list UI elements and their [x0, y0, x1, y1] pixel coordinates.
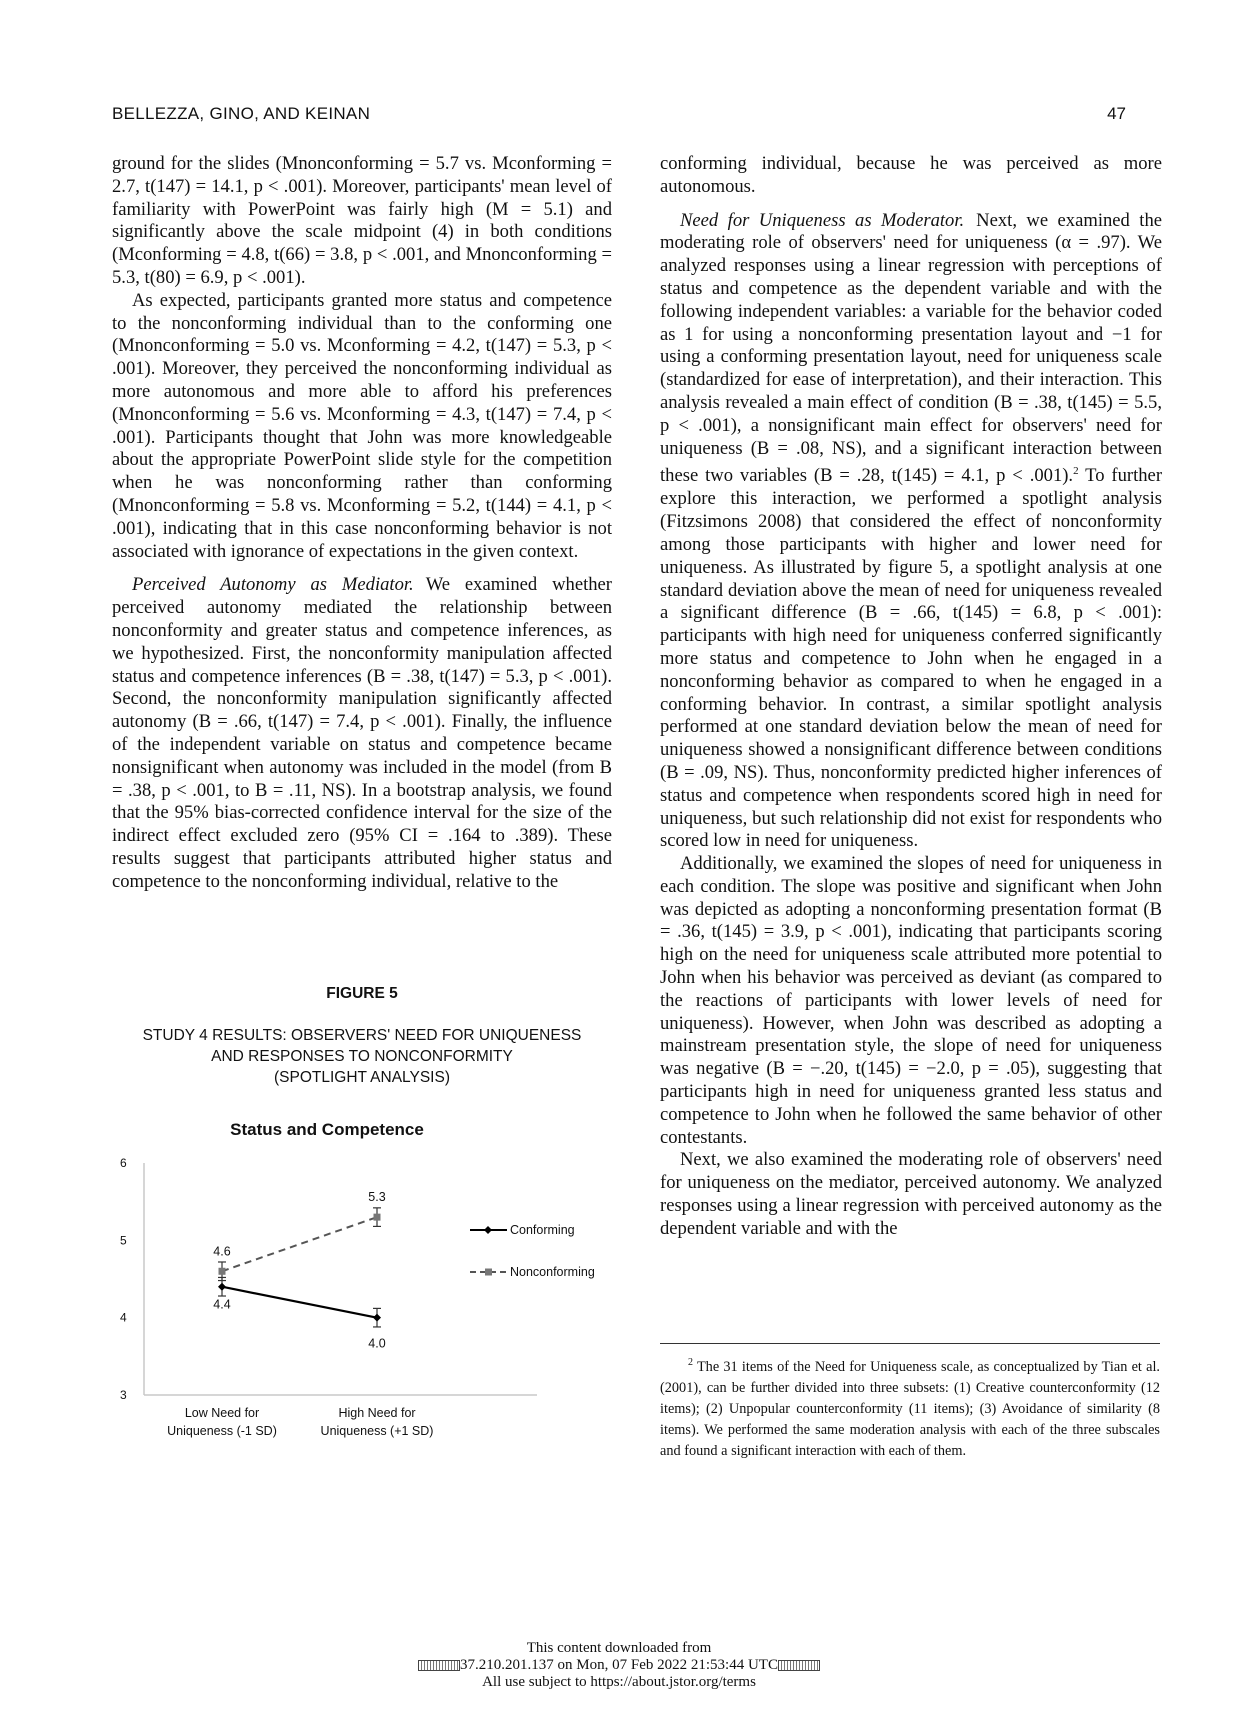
- paragraph-autonomy-mediator: [112, 574, 612, 893]
- legend-marker: [484, 1226, 492, 1234]
- x-category-label: High Need for: [338, 1406, 416, 1420]
- footer-line: This content downloaded from: [526, 1640, 712, 1656]
- data-label: 4.4: [213, 1297, 231, 1312]
- footer-line: [0, 1657, 1238, 1674]
- figure-5-chart: [112, 1115, 612, 1445]
- legend-label: Nonconforming: [510, 1265, 595, 1279]
- footnote-ref[interactable]: 2: [1073, 465, 1079, 478]
- data-label: 5.3: [368, 1190, 386, 1205]
- caption-line: AND RESPONSES TO NONCONFORMITY: [211, 1048, 513, 1065]
- page-number: 47: [1107, 104, 1126, 123]
- paragraph: Additionally, we examined the slopes of need for uniqueness in each condition. The slope was positive and significant when John was depicted as adopting a nonconforming presentation format (B = .36, t(145) = 3.9, p < .001), indicating that participants scoring high on the need for uniqueness scale attributed more potential to John when his behavior was perceived as deviant (as compared to the reactions of participants with lower levels of need for uniqueness). However, when John was described as adopting a mainstream presentation style, the slope of need for uniqueness was negative (B = −.20, t(145) = −2.0, p = .05), suggesting that participants high in need for uniqueness granted less status and competence to John when he followed the same behavior of other contestants.: [660, 853, 1162, 1148]
- footer-terms[interactable]: All use subject to https://about.jstor.org/terms: [482, 1674, 756, 1690]
- right-column: [660, 153, 1162, 1241]
- series-line-nonconforming: [222, 1217, 377, 1271]
- footer-ip-timestamp: 37.210.201.137 on Mon, 07 Feb 2022 21:53:44 UTC: [460, 1657, 778, 1673]
- paragraph: Next, we also examined the moderating role of observers' need for uniqueness on the mediator, perceived autonomy. We analyzed responses using a linear regression with perceived autonomy as the dependent variable and with the: [660, 1149, 1162, 1239]
- redacted-box: [418, 1660, 460, 1671]
- paragraph: ground for the slides (Mnonconforming = 5.7 vs. Mconforming = 2.7, t(147) = 14.1, p < .001). Moreover, participants' mean level of familiarity with PowerPoint was fairly high (M = 5.1) and significantly above the scale midpoint (4) in both conditions (Mconforming = 4.8, t(66) = 3.8, p < .001, and Mnonconforming = 5.3, t(80) = 6.9, p < .001).: [112, 153, 612, 288]
- x-category-label: Uniqueness (-1 SD): [167, 1424, 277, 1438]
- section-heading: Need for Uniqueness as Moderator.: [680, 209, 965, 231]
- paragraph-text: Next, we examined the moderating role of observers' need for uniqueness (α = .97). We analyzed responses using a linear regression with perceptions of status and competence as the dependent variable and with the following independent variables: a variable for the behavior coded as 1 for using a nonconforming presentation layout and −1 for using a conforming presentation layout, need for uniqueness scale (standardized for ease of interpretation), and their interaction. This analysis revealed a main effect of condition (B = .38, t(145) = 5.5, p < .001), a nonsignificant main effect for observers' need for uniqueness (B = .08, NS), and a significant interaction between these two variables (B = .28, t(145) = 4.1, p < .001).: [660, 209, 1162, 487]
- y-tick-label: 5: [120, 1233, 127, 1248]
- footnote-divider: [660, 1343, 1160, 1344]
- x-category-label: Uniqueness (+1 SD): [320, 1424, 434, 1438]
- legend-marker: [485, 1269, 492, 1276]
- y-tick-label: 4: [120, 1310, 127, 1325]
- data-label: 4.6: [213, 1244, 231, 1259]
- data-point-marker: [218, 1283, 226, 1291]
- data-point-marker: [373, 1314, 381, 1322]
- paragraph: As expected, participants granted more status and competence to the nonconforming individual than to the conforming one (Mnonconforming = 5.0 vs. Mconforming = 4.2, t(147) = 5.3, p < .001). Moreover, they perceived the nonconforming individual as more autonomous and more able to afford his preferences (Mnonconforming = 5.6 vs. Mconforming = 4.3, t(147) = 7.4, p < .001). Participants thought that John was more knowledgeable about the appropriate PowerPoint slide style for the competition when he was nonconforming rather than conforming (Mnonconforming = 5.8 vs. Mconforming = 5.2, t(144) = 4.1, p < .001), indicating that in this case nonconforming behavior is not associated with ignorance of expectations in the given context.: [112, 289, 612, 562]
- data-point-marker: [374, 1214, 381, 1221]
- section-heading: Perceived Autonomy as Mediator.: [132, 574, 414, 596]
- y-tick-label: 6: [120, 1156, 127, 1170]
- legend-label: Conforming: [510, 1223, 575, 1237]
- chart-title: Status and Competence: [230, 1120, 424, 1139]
- data-label: 4.0: [368, 1336, 386, 1351]
- paragraph: conforming individual, because he was perceived as more autonomous.: [660, 153, 1162, 197]
- redacted-box: [778, 1660, 820, 1671]
- figure-caption: [112, 1025, 612, 1088]
- paragraph-text: To further explore this interaction, we performed a spotlight analysis (Fitzsimons 2008) that considered the effect of nonconformity among those participants with higher and lower need for uniqueness. As illustrated by figure 5, a spotlight analysis at one standard deviation above the mean of need for uniqueness revealed a significant difference (B = .66, t(145) = 6.8, p < .001): participants with high need for uniqueness conferred significantly more status and competence to John when he engaged in a nonconforming behavior as compared to when he engaged in a conforming behavior. In contrast, a similar spotlight analysis performed at one standard deviation below the mean of need for uniqueness showed a nonsignificant difference between conditions (B = .09, NS). Thus, nonconformity predicted higher inferences of status and competence when respondents scored high in need for uniqueness, but such relationship did not exist for respondents who scored low in need for uniqueness.: [660, 465, 1163, 852]
- paragraph-text: We examined whether perceived autonomy mediated the relationship between nonconformity and greater status and competence inferences, as we hypothesized. First, the nonconformity manipulation affected status and competence inferences (B = .38, t(147) = 5.3, p < .001). Second, the nonconformity manipulation significantly affected autonomy (B = .66, t(147) = 7.4, p < .001). Finally, the influence of the independent variable on status and competence became nonsignificant when autonomy was included in the model (from B = .38, p < .001, to B = .11, NS). In a bootstrap analysis, we found that the 95% bias-corrected confidence interval for the size of the indirect effect excluded zero (95% CI = .164 to .389). These results suggest that participants attributed higher status and competence to the nonconforming individual, relative to the: [112, 574, 612, 892]
- data-point-marker: [219, 1268, 226, 1275]
- series-line-conforming: [222, 1287, 377, 1318]
- caption-line: (SPOTLIGHT ANALYSIS): [273, 1069, 450, 1086]
- y-tick-label: 3: [120, 1388, 127, 1402]
- left-column: [112, 153, 612, 894]
- figure-label: FIGURE 5: [326, 985, 398, 1002]
- running-header-authors: BELLEZZA, GINO, AND KEINAN: [112, 104, 371, 123]
- footnote: [660, 1352, 1160, 1462]
- caption-line: STUDY 4 RESULTS: OBSERVERS' NEED FOR UNIQUENESS: [142, 1027, 582, 1044]
- x-category-label: Low Need for: [184, 1406, 260, 1420]
- footnote-number: 2: [688, 1357, 693, 1368]
- footnote-text: The 31 items of the Need for Uniqueness scale, as conceptualized by Tian et al. (2001), can be further divided into three subsets: (1) Creative counterconformity (12 items); (2) Unpopular counterconformity (11 items); (3) Avoidance of similarity (8 items). We performed the same moderation analysis with each of the three subscales and found a significant interaction with each of them.: [660, 1358, 1160, 1459]
- jstor-footer: [0, 1640, 1238, 1691]
- paragraph-uniqueness-moderator: [660, 210, 1162, 854]
